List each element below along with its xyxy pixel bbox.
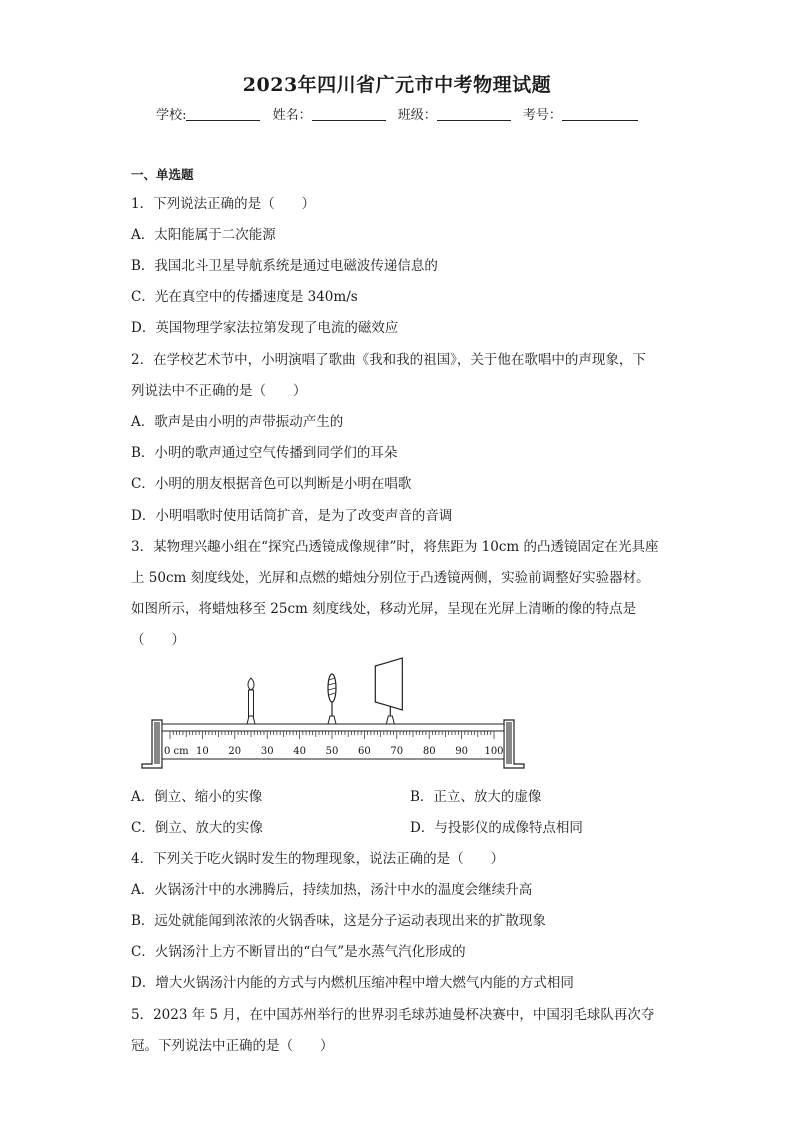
name-label: 姓名： bbox=[272, 108, 312, 123]
question-1-option-d[interactable]: D．英国物理学家法拉第发现了电流的磁效应 bbox=[131, 320, 399, 336]
question-3-stem-line-2: 上 50cm 刻度线处，光屏和点燃的蜡烛分别位于凸透镜两侧，实验前调整好实验器材。 bbox=[131, 570, 650, 586]
question-4-option-d[interactable]: D．增大火锅汤汁内能的方式与内燃机压缩冲程中增大燃气内能的方式相同 bbox=[131, 975, 574, 991]
light-screen bbox=[375, 658, 402, 724]
optical-bench-figure bbox=[140, 650, 530, 780]
question-3-stem-line-4: （ ） bbox=[131, 632, 185, 648]
question-4-option-a[interactable]: A．火锅汤汁中的水沸腾后，持续加热，汤汁中水的温度会继续升高 bbox=[131, 882, 533, 898]
question-2-option-b[interactable]: B．小明的歌声通过空气传播到同学们的耳朵 bbox=[131, 445, 398, 461]
question-1-option-c[interactable]: C．光在真空中的传播速度是 340m/s bbox=[131, 289, 358, 305]
scale-label: 20 bbox=[228, 746, 242, 757]
question-3-option-a[interactable]: A．倒立、缩小的实像 bbox=[131, 789, 263, 805]
question-2-stem-line-2: 列说法中不正确的是（ ） bbox=[131, 383, 307, 399]
class-label: 班级： bbox=[397, 108, 437, 123]
scale-label: 80 bbox=[422, 746, 436, 757]
number-blank[interactable] bbox=[562, 108, 638, 121]
scale-label: 50 bbox=[325, 746, 339, 757]
question-4-option-c[interactable]: C．火锅汤汁上方不断冒出的“白气”是水蒸气汽化形成的 bbox=[131, 944, 466, 960]
question-2-stem-line-1: 2．在学校艺术节中，小明演唱了歌曲《我和我的祖国》，关于他在歌唱中的声现象，下 bbox=[131, 352, 646, 368]
question-5-stem-line-1: 5．2023 年 5 月，在中国苏州举行的世界羽毛球苏迪曼杯决赛中，中国羽毛球队再次夺 bbox=[131, 1007, 655, 1023]
student-info-row bbox=[0, 104, 794, 123]
right-support-shade bbox=[506, 722, 512, 764]
scale-label: 60 bbox=[358, 746, 371, 757]
scale-label: 10 bbox=[196, 746, 209, 757]
candle-holder bbox=[247, 716, 255, 724]
left-support-shade bbox=[154, 722, 160, 764]
rail-top bbox=[162, 724, 504, 731]
screen-holder bbox=[386, 716, 394, 724]
candle bbox=[247, 678, 255, 724]
question-1-stem: 1．下列说法正确的是（ ） bbox=[131, 196, 316, 212]
question-1-option-a[interactable]: A．太阳能属于二次能源 bbox=[131, 227, 276, 243]
candle-flame bbox=[248, 678, 254, 690]
class-blank[interactable] bbox=[437, 108, 511, 121]
question-2-option-d[interactable]: D．小明唱歌时使用话筒扩音，是为了改变声音的音调 bbox=[131, 508, 453, 524]
screen-panel bbox=[375, 658, 402, 710]
question-3-stem-line-3: 如图所示，将蜡烛移至 25cm 刻度线处，移动光屏，呈现在光屏上清晰的像的特点是 bbox=[131, 601, 637, 617]
question-3-option-d[interactable]: D．与投影仪的成像特点相同 bbox=[410, 820, 583, 836]
name-blank[interactable] bbox=[312, 108, 386, 121]
question-5-stem-line-2: 冠。下列说法中正确的是（ ） bbox=[131, 1038, 334, 1054]
scale-label: 90 bbox=[455, 746, 468, 757]
scale-label: 100 bbox=[484, 746, 504, 757]
section-title: 一、单选题 bbox=[131, 167, 194, 182]
question-3-option-c[interactable]: C．倒立、放大的实像 bbox=[131, 820, 263, 836]
scale-label: 70 bbox=[390, 746, 404, 757]
lens-holder bbox=[328, 716, 336, 724]
question-1-option-b[interactable]: B．我国北斗卫星导航系统是通过电磁波传递信息的 bbox=[131, 258, 438, 274]
number-label: 考号： bbox=[522, 108, 562, 123]
exam-title: 2023年四川省广元市中考物理试题 bbox=[242, 74, 552, 96]
convex-lens bbox=[328, 674, 336, 724]
question-3-stem-line-1: 3．某物理兴趣小组在“探究凸透镜成像规律”时，将焦距为 10cm 的凸透镜固定在光具座 bbox=[131, 539, 659, 555]
question-2-option-c[interactable]: C．小明的朋友根据音色可以判断是小明在唱歌 bbox=[131, 476, 412, 492]
question-4-stem: 4．下列关于吃火锅时发生的物理现象，说法正确的是（ ） bbox=[131, 851, 505, 867]
question-4-option-b[interactable]: B．远处就能闻到浓浓的火锅香味，这是分子运动表现出来的扩散现象 bbox=[131, 913, 546, 929]
question-2-option-a[interactable]: A．歌声是由小明的声带振动产生的 bbox=[131, 414, 344, 430]
scale-label: 40 bbox=[293, 746, 306, 757]
question-3-option-b[interactable]: B．正立、放大的虚像 bbox=[410, 789, 542, 805]
scale-label: 0 cm bbox=[164, 746, 189, 757]
school-label: 学校: bbox=[156, 108, 187, 123]
scale-label: 30 bbox=[260, 746, 274, 757]
school-blank[interactable] bbox=[186, 108, 260, 121]
